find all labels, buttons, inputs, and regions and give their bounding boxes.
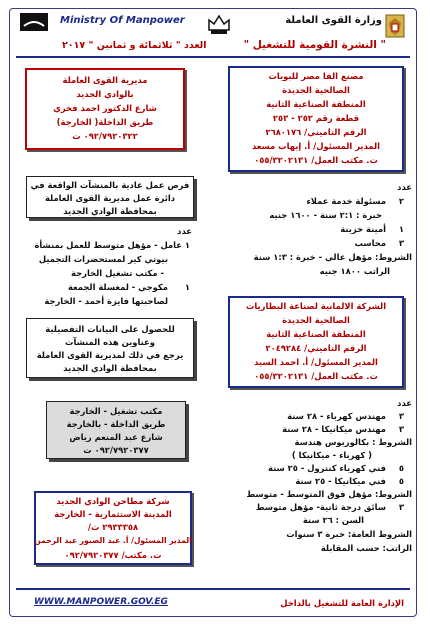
right-job2-3-text: فني كهرباء كنترول - ٢٥ سنة (268, 463, 386, 473)
battery-line-3: المنطقة الصناعية الثانية (266, 329, 366, 339)
right-jobs1-header: عدد (397, 182, 412, 192)
bulletin-title: " النشرة القومية للتشغيل " (243, 39, 386, 51)
right-jobs2-header: عدد (397, 398, 412, 408)
right-job2-2-text: مهندس ميكانيكا - ٢٨ سنة (282, 424, 386, 434)
notice2-line-4: بمحافظة الوادي الجديد (63, 363, 157, 373)
notice2-line-3: يرجع في ذلك لمديرية القوى العاملة (36, 350, 184, 360)
alpha-manager: المدير المسئول/ أ. إيهاب مسعد (251, 141, 381, 151)
right-job2-5-num: ٣ (398, 502, 404, 512)
footer-divider (16, 588, 410, 590)
ministry-name-ar: وزارة القوى العاملة (285, 15, 382, 26)
website-link[interactable]: WWW.MANPOWER.GOV.EG (34, 597, 168, 607)
kharga-office-line-1: مكتب تشغيل - الخارجة (69, 406, 163, 416)
mills-line-1: شركة مطاحن الوادي الجديد (56, 496, 170, 506)
book-logo (19, 12, 49, 32)
notice1-line-3: بمحافظة الوادي الجديد (63, 206, 157, 216)
mills-line-2: المدينة الاستثمارية - الخارجة (54, 509, 172, 519)
alpha-phone: ت. مكتب العمل/ ٠٥٥/٣٢٠٢١٣١ (254, 155, 378, 165)
right-jobs2-salary: الراتب: حسب المقابلة (320, 543, 412, 553)
right-jobs2-general-terms: الشروط العامة: خبرة ٣ سنوات (286, 529, 412, 539)
left-job-1-text: عامل - مؤهل متوسط للعمل بمنشأة (34, 240, 182, 250)
battery-manager: المدير المسئول/ أ. احمد السيد (254, 357, 378, 367)
right-job2-1-num: ٣ (398, 411, 404, 421)
left-job-2-text: مكوجي - لمغسلة الجمعة (67, 282, 168, 292)
right-job2-terms-3: الشروط: مؤهل فوق المتوسط - متوسط (246, 489, 412, 499)
right-job2-5-text: سائق درجة ثانية- مؤهل متوسط (255, 502, 386, 512)
kharga-office-line-2: طريق الداخلة - بالخارجة (66, 419, 166, 429)
battery-line-2: الصالحية الجديدة (282, 315, 350, 325)
right-job2-age: السن : ٢٦ سنة (302, 515, 364, 525)
issue-number: العدد " ثلاثمائة و ثمانين " ٢٠١٧ (62, 40, 207, 51)
right-job2-4-num: ٥ (398, 476, 404, 486)
kharga-office-line-3: شارع عبد المنعم رياض (69, 432, 163, 442)
alpha-line-1: مصنع الفا مصر للبويات (268, 71, 364, 81)
right-job1-1-num: ٢ (398, 196, 404, 206)
kharga-office-phone: ٠٩٢/٧٩٢٠٣٧٧ ت (83, 445, 149, 455)
right-job1-3-num: ٣ (398, 238, 404, 248)
right-job2-4-text: فني ميكانيكا - ٢٥ سنة (295, 476, 386, 486)
right-job2-terms-2: ( كهرباء - ميكانيكا ) (291, 450, 372, 460)
right-job1-1-detail: خبرة : ٢:١ سنة - ١٦٠٠ جنيه (269, 210, 382, 220)
right-job2-3-num: ٥ (398, 463, 404, 473)
right-job2-1-text: مهندس كهرباء - ٢٨ سنة (287, 411, 386, 421)
center-emblem (205, 10, 233, 38)
left-job-1-detail-1: بيوتي كير لمستحضرات التجميل (38, 254, 168, 264)
directorate-line-3: شارع الدكتور احمد فخري (53, 103, 157, 113)
directorate-phone: ٠٩٢/٧٩٢٠٣٢٢ ت (72, 131, 138, 141)
right-job1-1-text: مسئولة خدمة عملاء (306, 196, 386, 206)
alpha-insurance: الرقم التاميني/ ٢٦٨٠١٧٦ (265, 127, 367, 137)
right-job1-2-num: ١ (398, 224, 404, 234)
mills-line-3: ٢٩٣٣٣٥٨ ت/ (87, 522, 139, 532)
notice1-line-2: دائرة عمل مديرية القوى العاملة (44, 193, 176, 203)
left-job-2-detail: لصاحبتها فايزة أحمد - الخارجة (44, 296, 168, 306)
left-job-1-num: ١ (184, 240, 190, 250)
left-jobs-header: عدد (177, 226, 192, 236)
notice2-line-2: وعناوين هذه المنشآت (65, 337, 155, 347)
mills-phone: ت. مكتب/ ٠٩٢/٧٩٢٠٣٧٧ (64, 550, 162, 560)
directorate-line-4: طريق الداخلة( الخارجة) (56, 117, 154, 127)
right-jobs1-salary: الراتب ١٨٠٠ جنيه (319, 266, 390, 276)
directorate-line-1: مديرية القوى العاملة (62, 75, 148, 85)
egypt-eagle-logo (383, 12, 407, 40)
mills-manager: المدير المسئول/ أ. عبد الصبور عبد الرحمن (34, 536, 192, 545)
alpha-line-4: قطعة رقم ٢٥٢ - ٢٥٣ (272, 113, 360, 123)
right-job1-2-text: أمينة خزينة (340, 224, 386, 234)
header-divider (16, 56, 410, 58)
alpha-line-2: الصالحية الجديدة (282, 85, 350, 95)
right-job2-2-num: ٣ (398, 424, 404, 434)
battery-line-1: الشركة الالمانية لصناعة البطاريات (245, 301, 387, 311)
right-job2-terms-1: الشروط : بكالوريوس هندسة (294, 437, 412, 447)
footer-department: الإدارة العامة للتشغيل بالداخل (280, 598, 404, 608)
left-job-1-detail-2: - مكتب تشغيل الخارجة (71, 268, 164, 278)
notice2-line-1: للحصول على البيانات التفصيلية (45, 324, 175, 334)
battery-insurance: الرقم التاميني/ ٢٠٤٩٢٨٤ (265, 343, 367, 353)
notice1-line-1: فرص عمل عادية بالمنشآت الواقعة في (30, 180, 190, 190)
ministry-name-en: Ministry Of Manpower (60, 15, 185, 26)
alpha-line-3: المنطقة الصناعية الثانية (266, 99, 366, 109)
right-job1-3-text: محاسب (354, 238, 386, 248)
left-job-2-num: ١ (184, 282, 190, 292)
directorate-line-2: بالوادي الجديد (76, 89, 134, 99)
battery-phone: ت. مكتب العمل/ ٠٥٥/٣٢٠٢١٣١ (254, 371, 378, 381)
right-jobs1-terms: الشروط: مؤهل عالي - خبرة : ١:٣ سنة (253, 252, 412, 262)
